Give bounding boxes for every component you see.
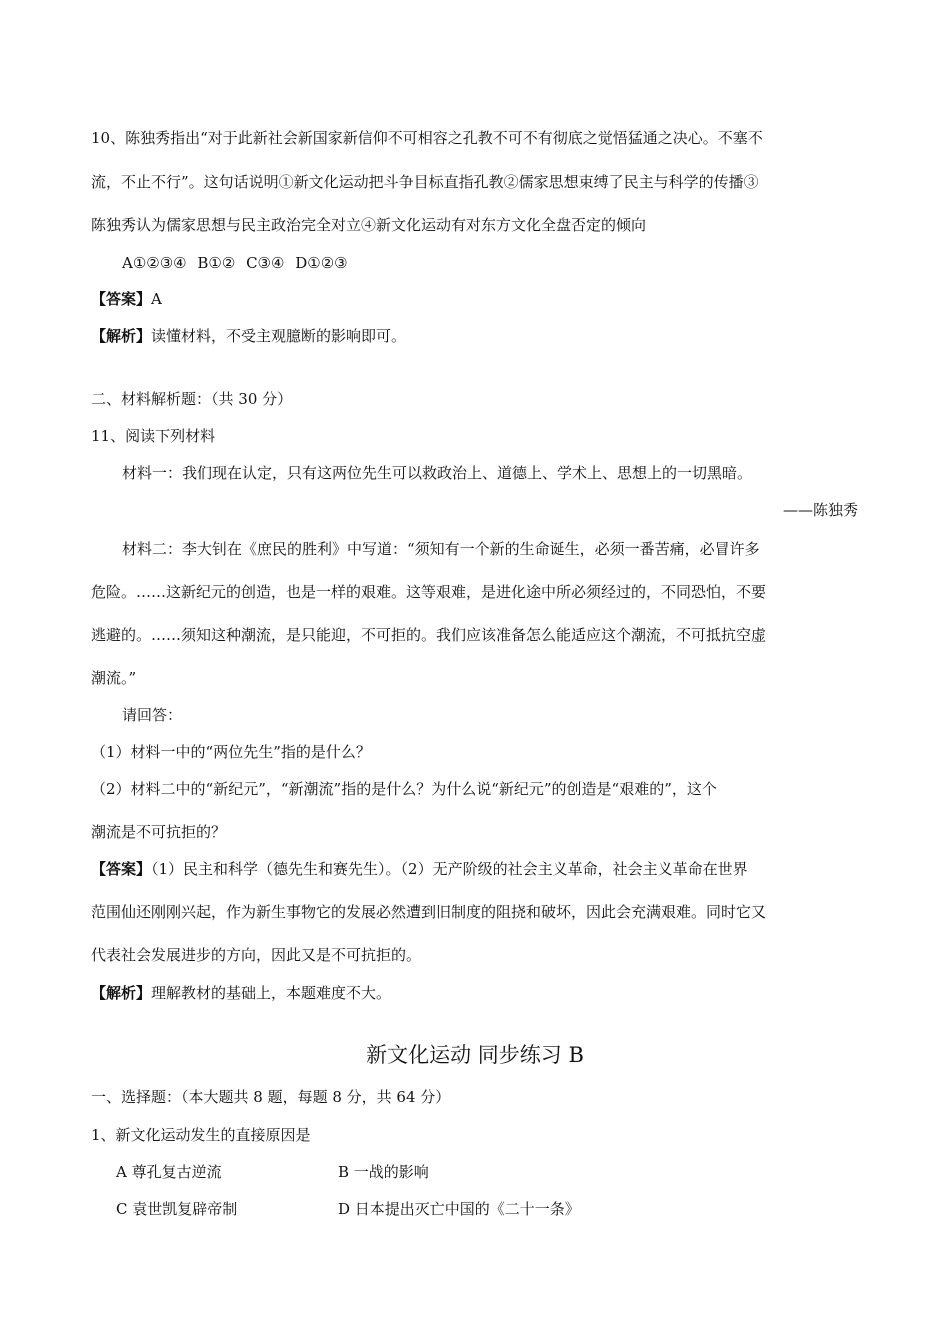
material1-source: ——陈独秀 — [782, 501, 858, 519]
q11-answer-line-2: 范围仙还刚刚兴起，作为新生事物它的发展必然遭到旧制度的阻挠和破坏，因此会充满艰难。同时它又 — [91, 903, 767, 921]
partb-q1-option-a: A 尊孔复古逆流 — [116, 1163, 222, 1181]
material1-text: 材料一：我们现在认定，只有这两位先生可以救政治上、道德上、学术上、思想上的一切黑暗。 — [122, 464, 753, 482]
analysis-label: 【解析】 — [91, 984, 152, 1002]
q10-line-2: 流，不止不行”。这句话说明①新文化运动把斗争目标直指孔教②儒家思想束缚了民主与科学的传播③ — [91, 173, 759, 191]
answer-label: 【答案】 — [91, 860, 152, 878]
partb-title: 新文化运动 同步练习 B — [366, 1043, 584, 1067]
answer-text: A — [151, 290, 162, 308]
q10-analysis — [91, 325, 406, 347]
analysis-text: 读懂材料，不受主观臆断的影响即可。 — [151, 327, 407, 345]
section2-heading: 二、材料解析题：（共 30 分） — [91, 390, 293, 408]
partb-q1-option-d: D 日本提出灭亡中国的《二十一条》 — [338, 1200, 580, 1218]
partb-q1-option-c: C 袁世凯复辟帝制 — [116, 1200, 238, 1218]
partb-q1-option-b: B 一战的影响 — [338, 1163, 429, 1181]
sub-question-2-line-2: 潮流是不可抗拒的？ — [91, 823, 227, 841]
prompt-text: 请回答： — [122, 706, 183, 724]
q11-analysis — [91, 982, 391, 1004]
partb-q1: 1、新文化运动发生的直接原因是 — [91, 1126, 311, 1144]
q10-answer — [91, 288, 162, 310]
answer-text: （1）民主和科学（德先生和赛先生）。（2）无产阶级的社会主义革命，社会主义革命在世界 — [151, 860, 748, 878]
q10-line-3: 陈独秀认为儒家思想与民主政治完全对立④新文化运动有对东方文化全盘否定的倾向 — [91, 216, 647, 234]
material2-line-1: 材料二：李大钊在《庶民的胜利》中写道：“须知有一个新的生命诞生，必须一番苦痛，必冒许多 — [122, 540, 760, 558]
q11-answer-line-3: 代表社会发展进步的方向，因此又是不可抗拒的。 — [91, 946, 422, 964]
sub-question-2-line-1: （2）材料二中的“新纪元”，“新潮流”指的是什么？为什么说“新纪元”的创造是“艰难的”，这个 — [91, 780, 717, 798]
material2-line-3: 逃避的。……须知这种潮流，是只能迎，不可拒的。我们应该准备怎么能适应这个潮流，不可抵抗空虚 — [91, 626, 767, 644]
answer-label: 【答案】 — [91, 290, 152, 308]
sub-question-1: （1）材料一中的“两位先生”指的是什么？ — [91, 743, 371, 761]
analysis-label: 【解析】 — [91, 327, 152, 345]
material2-line-2: 危险。……这新纪元的创造，也是一样的艰难。这等艰难，是进化途中所必须经过的，不同恐怕，不要 — [91, 583, 767, 601]
material2-line-4: 潮流。” — [91, 669, 137, 687]
q11-answer-line-1 — [91, 858, 748, 880]
q11-title: 11、阅读下列材料 — [91, 427, 216, 445]
q10-options: A①②③④ B①② C③④ D①②③ — [122, 254, 348, 272]
analysis-text: 理解教材的基础上，本题难度不大。 — [151, 984, 392, 1002]
q10-line-1: 10、陈独秀指出“对于此新社会新国家新信仰不可相容之孔教不可不有彻底之觉悟猛通之决心。不塞不 — [91, 129, 763, 147]
partb-heading: 一、选择题：（本大题共 8 题，每题 8 分，共 64 分） — [91, 1088, 451, 1106]
